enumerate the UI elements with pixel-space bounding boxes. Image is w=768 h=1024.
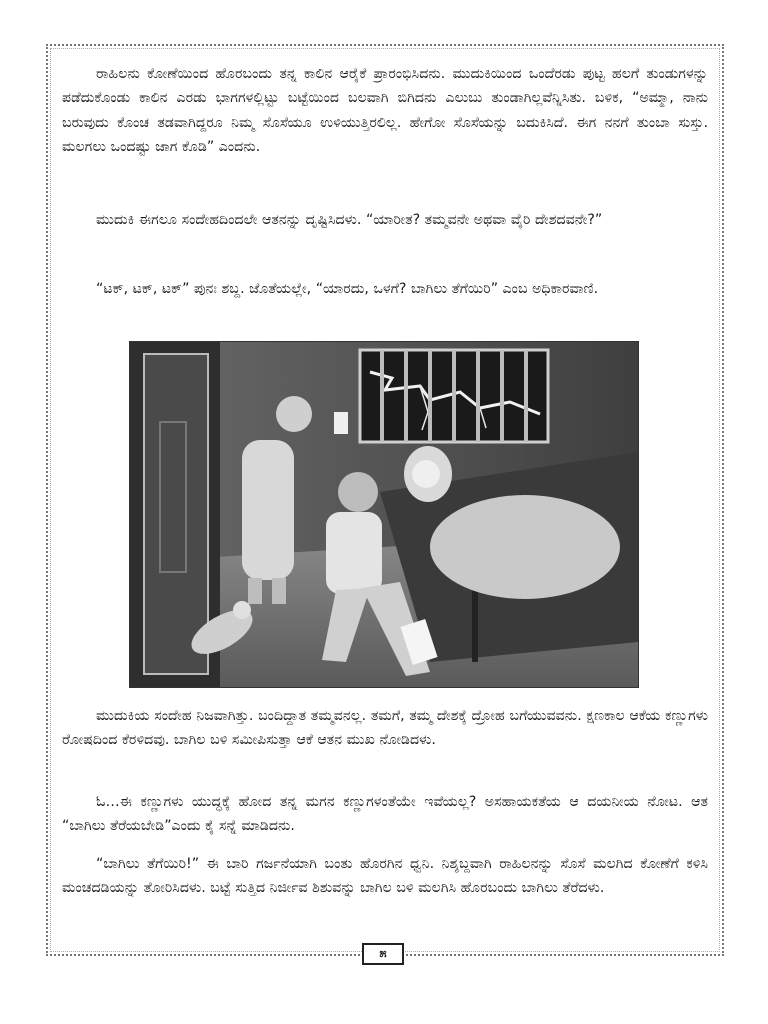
paragraph-3 xyxy=(62,277,708,301)
paragraph-text: ಓ…ಈ ಕಣ್ಣುಗಳು ಯುದ್ಧಕ್ಕೆ ಹೋದ ತನ್ನ ಮಗನ ಕಣ್ಣುಗಳಂತೆಯೇ ಇವೆಯಲ್ಲ? ಅಸಹಾಯಕತೆಯ ಆ ದಯನೀಯ ನೋಟ. ಆತ “ಬಾಗಿಲು ತೆರೆಯಬೇಡಿ”ಎಂದು ಕೈ ಸನ್ನೆ ಮಾಡಿದನು. xyxy=(62,794,708,835)
door xyxy=(144,354,208,674)
paragraph-5 xyxy=(62,790,708,839)
paragraph-1 xyxy=(62,62,708,160)
illustration-drawing xyxy=(130,342,638,687)
old-woman-leg xyxy=(272,578,286,604)
blanket xyxy=(430,495,620,599)
story-illustration xyxy=(129,341,639,688)
oil-lamp xyxy=(334,412,348,434)
paragraph-text: ಮುದುಕಿಯ ಸಂದೇಹ ನಿಜವಾಗಿತ್ತು. ಬಂದಿದ್ದಾತ ತಮ್ಮವನಲ್ಲ. ತಮಗೆ, ತಮ್ಮ ದೇಶಕ್ಕೆ ದ್ರೋಹ ಬಗೆಯುವವನು. ಕ್ಷಣಕಾಲ ಆಕೆಯ ಕಣ್ಣುಗಳು ರೋಷದಿಂದ ಕೆರಳಿದವು. ಬಾಗಿಲ ಬಳಿ ಸಮೀಪಿಸುತ್ತಾ ಆಕೆ ಆತನ ಮುಖ ನೋಡಿದಳು. xyxy=(62,708,708,749)
lying-woman-face xyxy=(412,460,440,488)
man-body xyxy=(326,512,382,594)
paragraph-text: “ಬಾಗಿಲು ತೆಗೆಯಿರಿ!” ಈ ಬಾರಿ ಗರ್ಜನೆಯಾಗಿ ಬಂತು ಹೊರಗಿನ ಧ್ವನಿ. ನಿಶ್ಶಬ್ದವಾಗಿ ರಾಹಿಲನನ್ನು ಸೊಸೆ ಮಲಗಿದ ಕೋಣೆಗೆ ಕಳಿಸಿ ಮಂಚದಡಿಯನ್ನು ತೋರಿಸಿದಳು. ಬಟ್ಟೆ ಸುತ್ತಿದ ನಿರ್ಜೀವ ಶಿಶುವನ್ನು ಬಾಗಿಲ ಬಳಿ ಮಲಗಿಸಿ ಹೊರಬಂದು ಬಾಗಿಲು ತೆರೆದಳು. xyxy=(62,856,708,897)
paragraph-6 xyxy=(62,852,708,901)
old-woman-leg xyxy=(248,578,262,604)
paragraph-text: ಮುದುಕಿ ಈಗಲೂ ಸಂದೇಹದಿಂದಲೇ ಆತನನ್ನು ದೃಷ್ಟಿಸಿದಳು. “ಯಾರೀತ? ತಮ್ಮವನೇ ಅಥವಾ ವೈರಿ ದೇಶದವನೇ?” xyxy=(96,212,603,228)
old-woman-head xyxy=(276,396,312,432)
paragraph-4 xyxy=(62,704,708,753)
paragraph-text: “ಟಕ್, ಟಕ್, ಟಕ್” ಪುನಃ ಶಬ್ದ. ಜೊತೆಯಲ್ಲೇ, “ಯಾರದು, ಒಳಗೆ? ಬಾಗಿಲು ತೆಗೆಯಿರಿ” ಎಂಬ ಅಧಿಕಾರವಾಣಿ. xyxy=(96,281,599,297)
old-woman-body xyxy=(242,440,294,580)
man-head xyxy=(338,472,378,512)
paragraph-text: ರಾಹಿಲನು ಕೋಣೆಯಿಂದ ಹೊರಬಂದು ತನ್ನ ಕಾಲಿನ ಆರೈಕೆ ಪ್ರಾರಂಭಿಸಿದನು. ಮುದುಕಿಯಿಂದ ಒಂದೆರಡು ಪುಟ್ಟ ಹಲಗೆ ತುಂಡುಗಳನ್ನು ಪಡೆದುಕೊಂಡು ಕಾಲಿನ ಎರಡು ಭಾಗಗಳಲ್ಲಿಟ್ಟು ಬಟ್ಟೆಯಿಂದ ಬಲವಾಗಿ ಬಿಗಿದನು ಎಲುಬು ತುಂಡಾಗಿಲ್ಲವೆನ್ನಿಸಿತು. ಬಳಿಕ, “ಅಮ್ಮಾ, ನಾನು ಬರುವುದು ಕೊಂಚ ತಡವಾಗಿದ್ದರೂ ನಿಮ್ಮ ಸೊಸೆಯೂ ಉಳಿಯುತ್ತಿರಲಿಲ್ಲ. ಹೇಗೋ ಸೊಸೆಯನ್ನು ಬದುಕಿಸಿದೆ. ಈಗ ನನಗೆ ತುಂಬಾ ಸುಸ್ತು. ಮಲಗಲು ಒಂದಷ್ಟು ಜಾಗ ಕೊಡಿ” ಎಂದನು. xyxy=(62,66,708,156)
paragraph-2 xyxy=(62,208,708,232)
baby-head xyxy=(233,601,251,619)
page-number: ೫ xyxy=(362,943,404,965)
